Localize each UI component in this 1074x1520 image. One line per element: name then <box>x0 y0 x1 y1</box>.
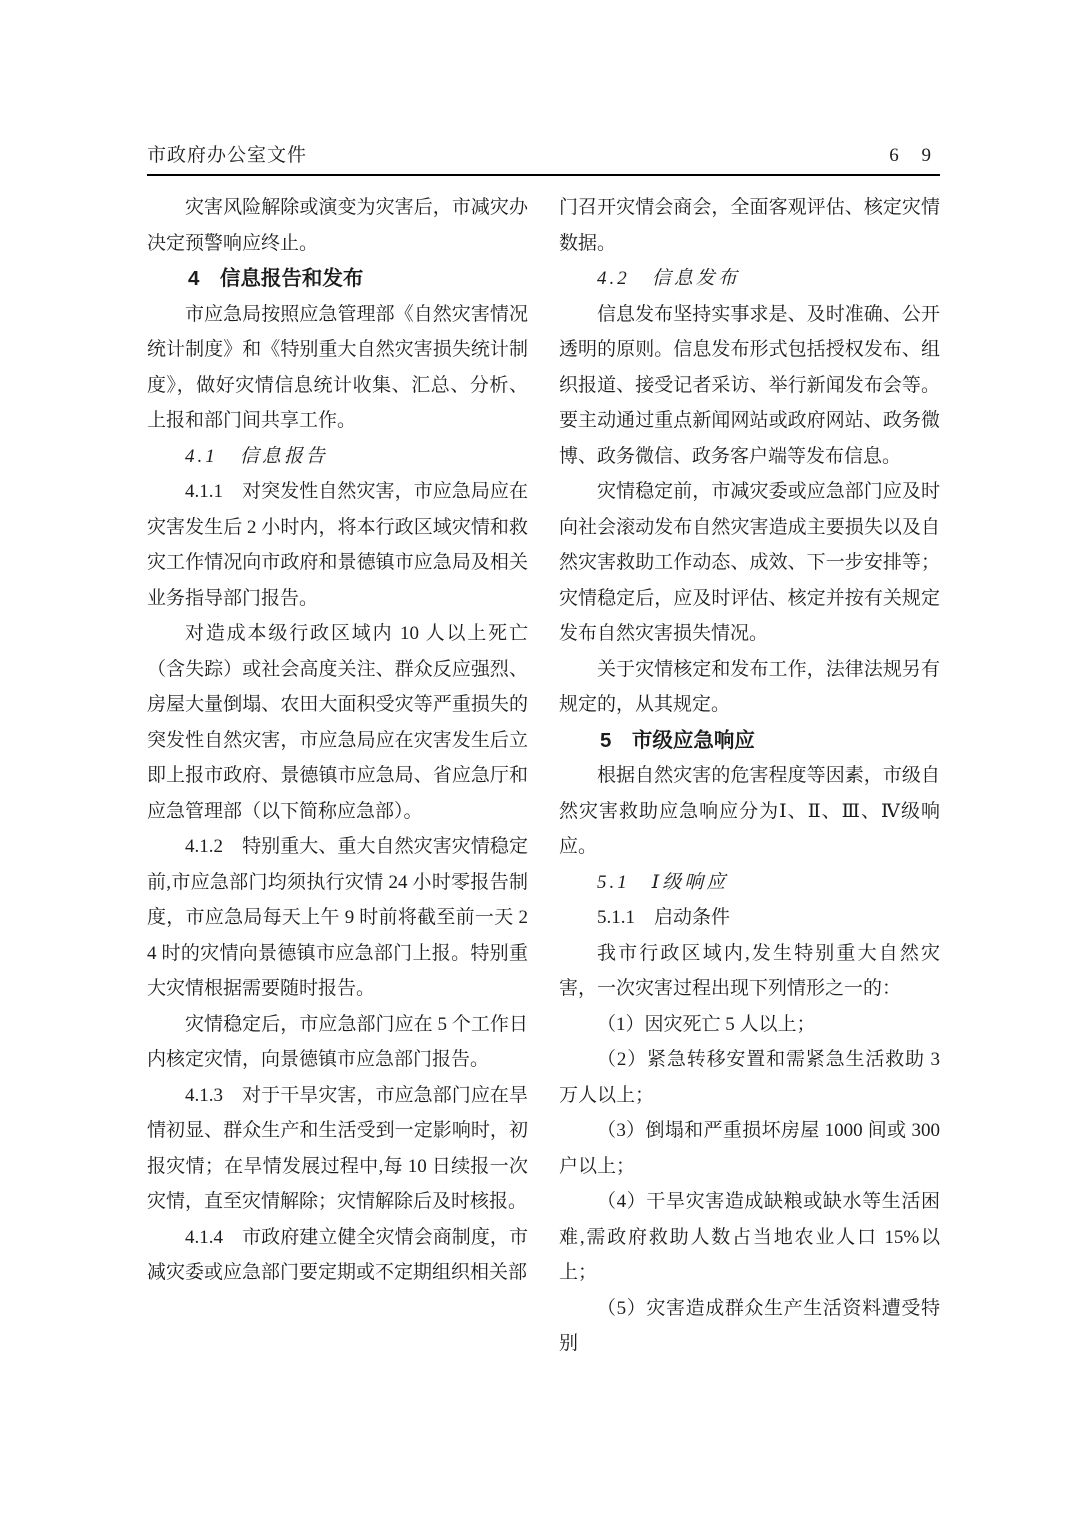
paragraph: 市应急局按照应急管理部《自然灾害情况统计制度》和《特别重大自然灾害损失统计制度》，做好灾情信息统计收集、汇总、分析、上报和部门间共享工作。 <box>147 303 528 431</box>
paragraph: （4）干旱灾害造成缺粮或缺水等生活困难,需政府救助人数占当地农业人口 15%以上； <box>559 1191 940 1283</box>
text-columns <box>147 190 940 1362</box>
paragraph: （5）灾害造成群众生产生活资料遭受特别 <box>559 1297 940 1354</box>
section-heading: 5 市级应急响应 <box>600 728 755 752</box>
paragraph: 4.1.2 特别重大、重大自然灾害灾情稳定前,市应急部门均须执行灾情 24 小时零报告制度，市应急局每天上午 9 时前将截至前一天 24 时的灾情向景德镇市应急部门上报。特别重大灾情根据需要随时报告。 <box>147 836 528 999</box>
paragraph: 信息发布坚持实事求是、及时准确、公开透明的原则。信息发布形式包括授权发布、组织报道、接受记者采访、举行新闻发布会等。要主动通过重点新闻网站或政府网站、政务微博、政务微信、政务客户端等发布信息。 <box>559 303 940 467</box>
paragraph: 灾害风险解除或演变为灾害后，市减灾办决定预警响应终止。 <box>147 197 528 254</box>
right-column <box>559 190 940 1362</box>
paragraph: 5.1.1 启动条件 <box>597 907 731 928</box>
paragraph: 灾情稳定后，市应急部门应在 5 个工作日内核定灾情，向景德镇市应急部门报告。 <box>147 1013 528 1070</box>
paragraph: （1）因灾死亡 5 人以上； <box>597 1013 816 1035</box>
section-heading: 4.1 信息报告 <box>185 445 328 467</box>
section-heading: 4 信息报告和发布 <box>188 267 364 290</box>
paragraph: 关于灾情核定和发布工作，法律法规另有规定的，从其规定。 <box>559 658 940 715</box>
paragraph: （2）紧急转移安置和需紧急生活救助 3 万人以上； <box>559 1049 940 1106</box>
paragraph: 灾情稳定前，市减灾委或应急部门应及时向社会滚动发布自然灾害造成主要损失以及自然灾害救助工作动态、成效、下一步安排等；灾情稳定后，应及时评估、核定并按有关规定发布自然灾害损失情况。 <box>559 481 940 644</box>
paragraph: 4.1.4 市政府建立健全灾情会商制度，市减灾委或应急部门要定期或不定期组织相关部 <box>147 1226 528 1283</box>
page-number: 6 9 <box>889 145 940 166</box>
paragraph: （3）倒塌和严重损坏房屋 1000 间或 300 户以上； <box>559 1120 940 1177</box>
header-title: 市政府办公室文件 <box>147 145 308 166</box>
paragraph: 门召开灾情会商会，全面客观评估、核定灾情数据。 <box>559 197 940 254</box>
paragraph: 4.1.3 对于干旱灾害，市应急部门应在旱情初显、群众生产和生活受到一定影响时，初报灾情；在旱情发展过程中,每 10 日续报一次灾情，直至灾情解除；灾情解除后及时核报。 <box>147 1084 528 1212</box>
running-header <box>147 140 940 176</box>
paragraph: 4.1.1 对突发性自然灾害，市应急局应在灾害发生后 2 小时内，将本行政区域灾情和救灾工作情况向市政府和景德镇市应急局及相关业务指导部门报告。 <box>147 481 528 609</box>
section-heading: 5.1 Ⅰ级响应 <box>597 871 729 893</box>
paragraph: 对造成本级行政区域内 10 人以上死亡（含失踪）或社会高度关注、群众反应强烈、房屋大量倒塌、农田大面积受灾等严重损失的突发性自然灾害，市应急局应在灾害发生后立即上报市政府、景德镇市应急局、省应急厅和应急管理部（以下简称应急部）。 <box>147 623 528 822</box>
paragraph: 我市行政区域内,发生特别重大自然灾害，一次灾害过程出现下列情形之一的： <box>559 942 940 999</box>
left-column <box>147 190 528 1362</box>
section-heading: 4.2 信息发布 <box>597 268 740 289</box>
paragraph: 根据自然灾害的危害程度等因素，市级自然灾害救助应急响应分为Ⅰ、Ⅱ、Ⅲ、Ⅳ级响应。 <box>559 765 940 857</box>
